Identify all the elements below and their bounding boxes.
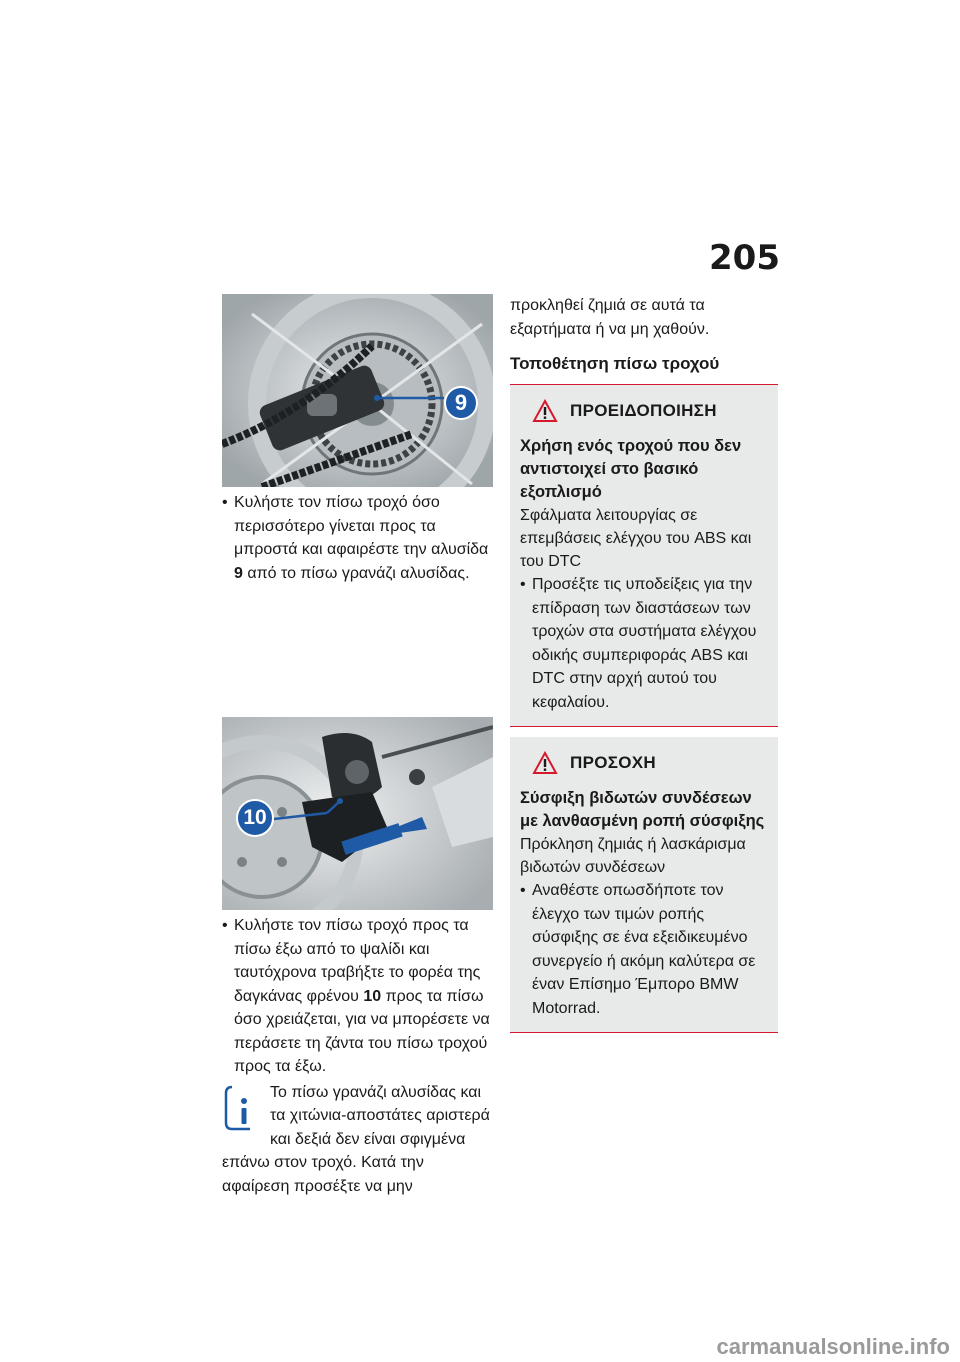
page-number: 205	[709, 238, 780, 278]
warning-header	[520, 399, 768, 423]
step-list-1	[222, 491, 494, 585]
warning-title: ΠΡΟΕΙΔΟΠΟΙΗΣΗ	[570, 401, 717, 420]
caution-bullet: • Αναθέστε οπωσδήποτε τον έλεγχο των τιμών ροπής σύσφιξης σε ένα εξειδικευμένο συνεργείο ή ακόμη καλύτερα σε έναν Επίσημο Έμπορο BMW Motorrad.	[520, 879, 768, 1020]
step-remove-chain: • Κυλήστε τον πίσω τροχό όσο περισσότερο γίνεται προς τα μπροστά και αφαιρέστε την αλυσίδα 9 από το πίσω γρανάζι αλυσίδας.	[222, 491, 494, 585]
caution-header	[520, 751, 768, 775]
warning-subtitle: Χρήση ενός τροχού που δεν αντιστοιχεί στο βασικό εξοπλισμό	[520, 437, 742, 501]
warning-triangle-icon	[532, 399, 558, 423]
callout-badge-10: 10	[236, 799, 274, 837]
caution-subtitle: Σύσφιξη βιδωτών συνδέσεων με λανθασμένη ροπή σύσφιξης	[520, 789, 765, 830]
step-list-2	[222, 914, 494, 1079]
ref-number-10: 10	[363, 987, 382, 1005]
info-note	[222, 1081, 494, 1199]
warning-body: Σφάλματα λειτουργίας σε επεμβάσεις ελέγχου του ABS και του DTC	[520, 507, 752, 570]
footer-watermark: carmanualsonline.info	[716, 1334, 950, 1359]
rear-sprocket-photo	[222, 294, 493, 487]
brake-caliper-photo	[222, 717, 493, 910]
warning-bullets	[520, 573, 768, 714]
step-roll-wheel-back: • Κυλήστε τον πίσω τροχό προς τα πίσω έξω από το ψαλίδι και ταυτόχρονα τραβήξτε το φορέα της δαγκάνας φρένου 10 προς τα πίσω όσο χρειάζεται, για να μπορέσετε να περάσετε τη ζάντα του πίσω τροχού προς τα έξω.	[222, 914, 494, 1079]
caution-bullets	[520, 879, 768, 1020]
callout-badge-9: 9	[444, 386, 478, 420]
caution-triangle-icon	[532, 751, 558, 775]
caution-title: ΠΡΟΣΟΧΗ	[570, 753, 656, 772]
info-icon	[222, 1083, 266, 1133]
right-column	[510, 294, 778, 1033]
ref-number-9: 9	[234, 564, 243, 582]
note-text: Το πίσω γρανάζι αλυσίδας και τα χιτώνια-αποστάτες αριστερά και δεξιά δεν είναι σφιγμένα επάνω στον τροχό. Κατά την αφαίρεση προσέξτε να μην	[222, 1083, 490, 1195]
warning-bullet: • Προσέξτε τις υποδείξεις για την επίδραση των διαστάσεων των τροχών στα συστήματα ελέγχου οδικής συμπεριφοράς ABS και DTC στην αρχή αυτού του κεφαλαίου.	[520, 573, 768, 714]
caution-box	[510, 737, 778, 1033]
section-heading: Τοποθέτηση πίσω τροχού	[510, 352, 778, 385]
caution-body: Πρόκληση ζημιάς ή λασκάρισμα βιδωτών συνδέσεων	[520, 836, 746, 876]
warning-box	[510, 385, 778, 727]
note-continuation: προκληθεί ζημιά σε αυτά τα εξαρτήματα ή να μη χαθούν.	[510, 297, 710, 338]
left-column	[222, 294, 494, 1198]
